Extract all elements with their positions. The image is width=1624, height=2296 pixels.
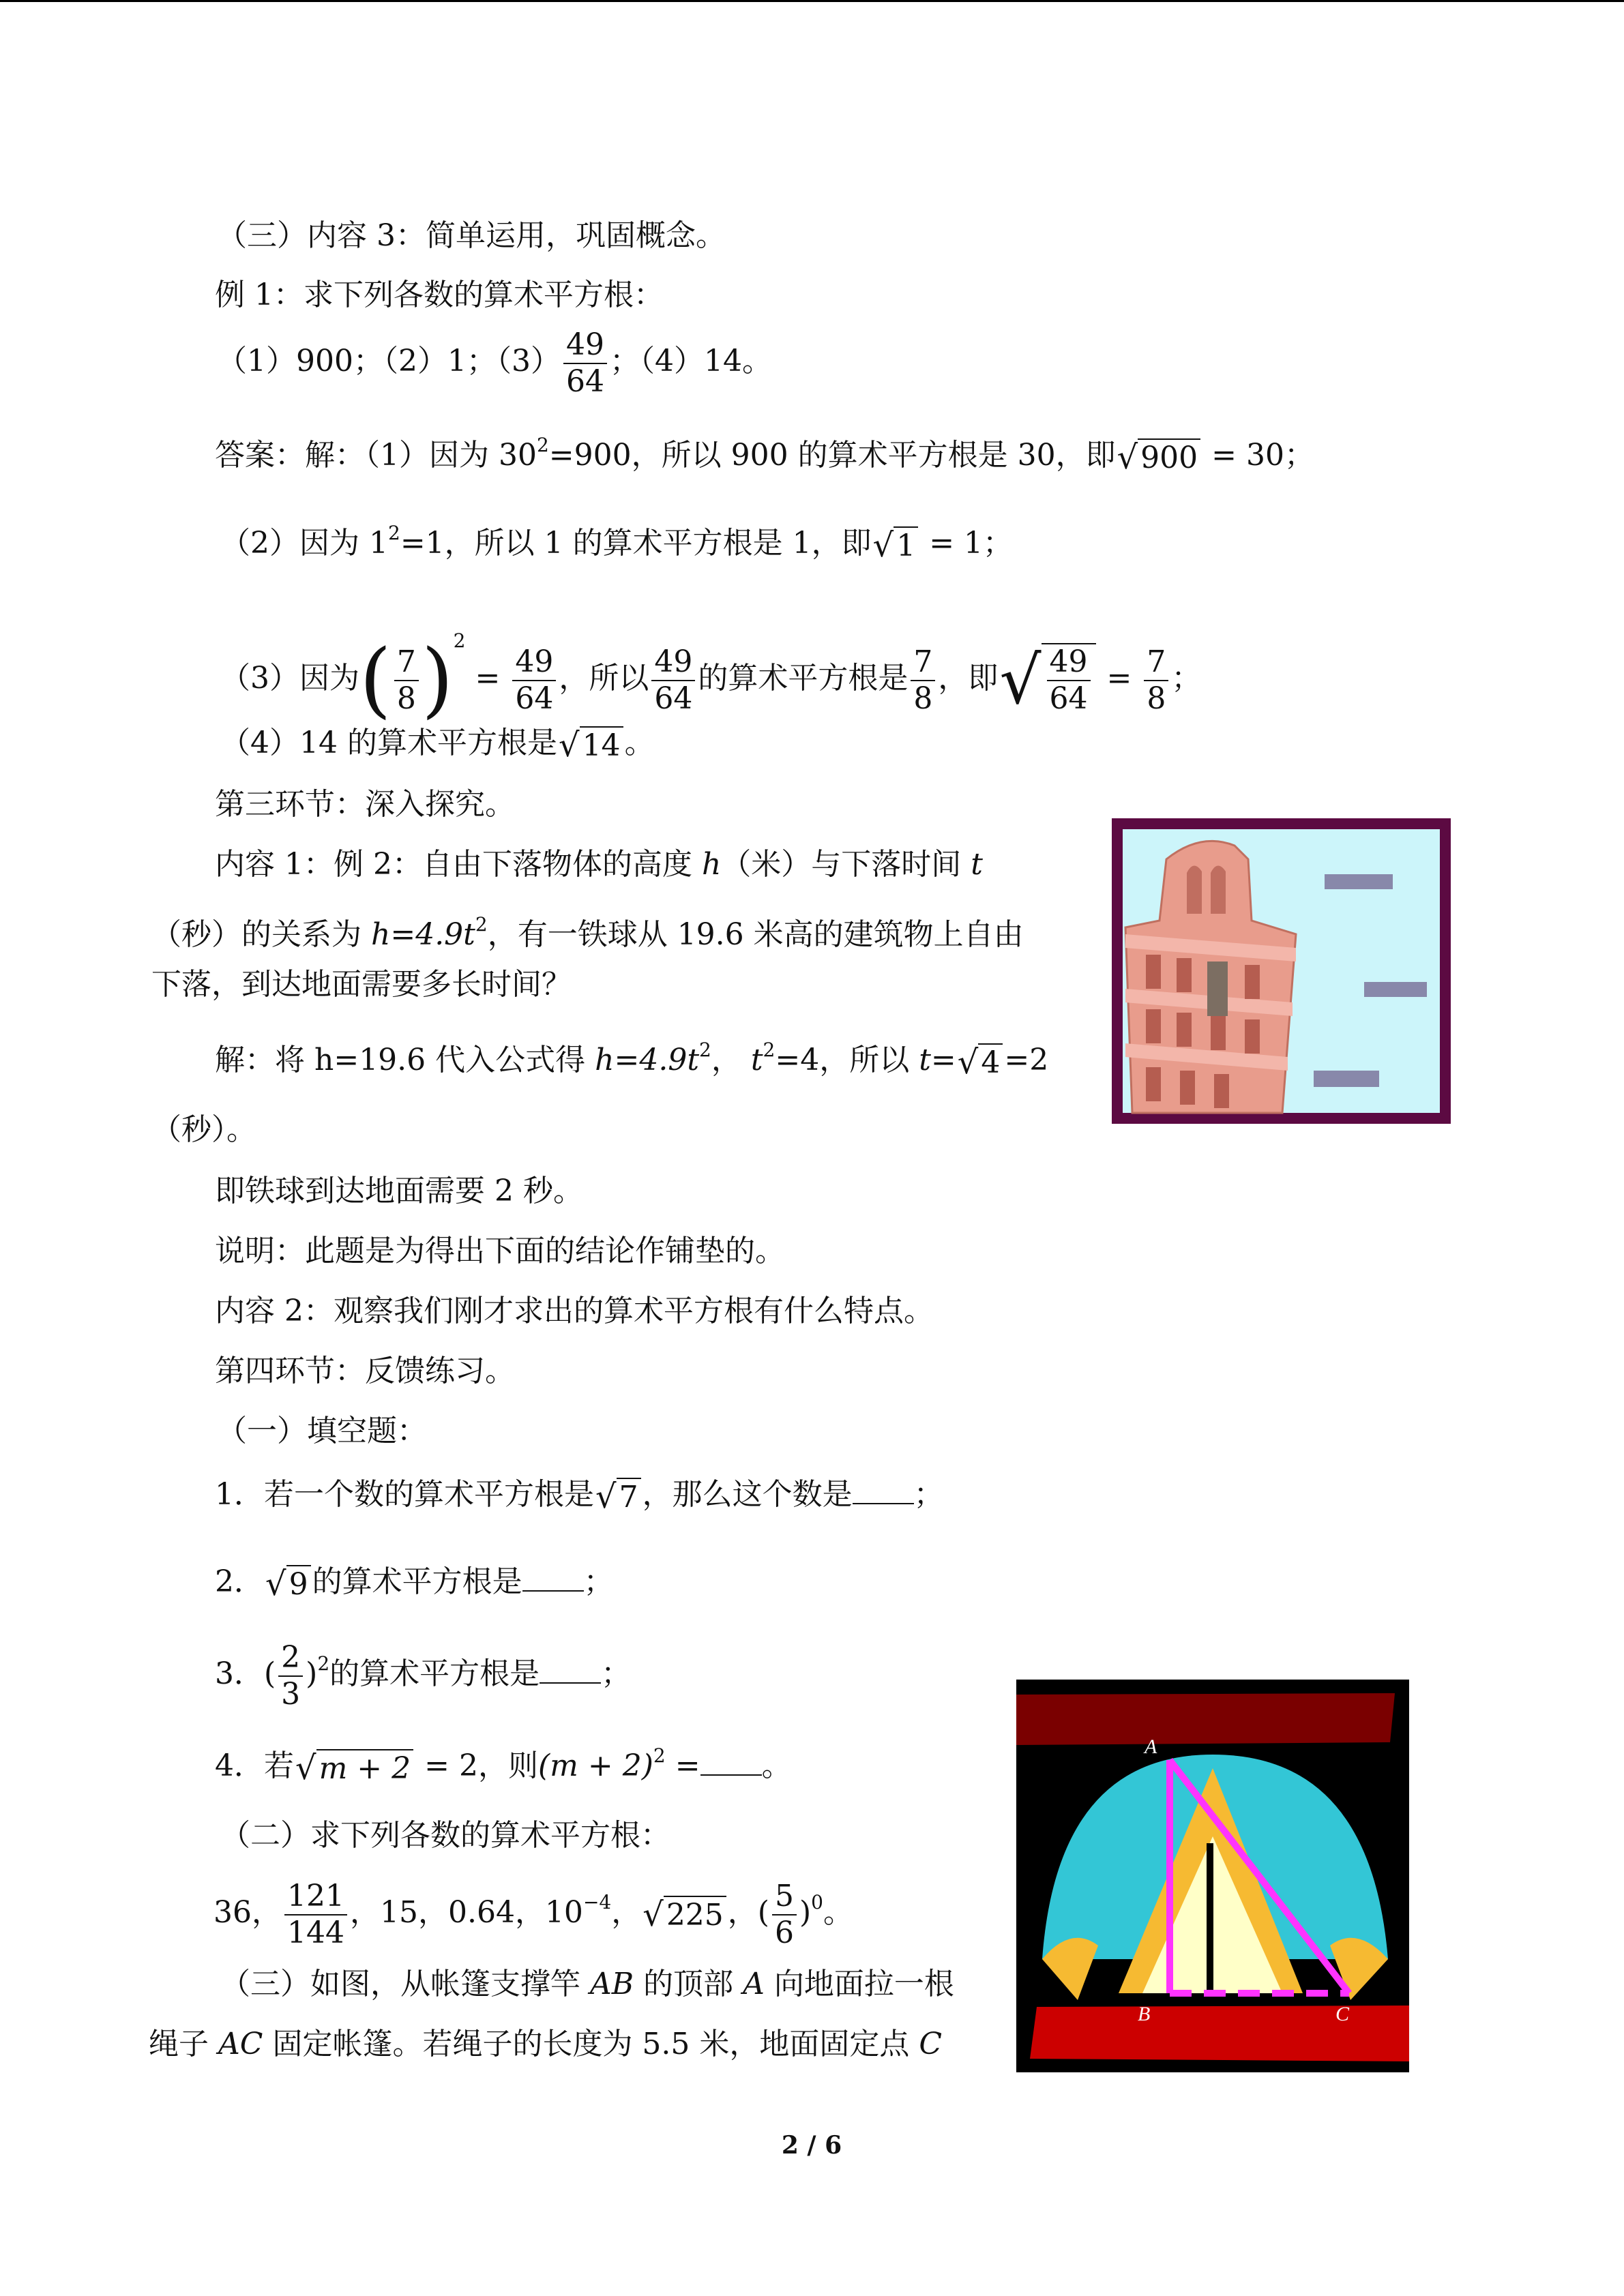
tent-illustration: [1016, 1680, 1409, 2072]
top-border: [0, 0, 1624, 2]
sqrt-4: √ 4: [958, 1043, 1003, 1082]
answer-blank: [540, 1659, 601, 1684]
part3-line2: 绳子 AC 固定帐篷。若绳子的长度为 5.5 米，地面固定点 C: [149, 2027, 943, 2061]
part2-title: （二）求下列各数的算术平方根：: [220, 1818, 670, 1853]
stage3-note: 说明：此题是为得出下面的结论作铺垫的。: [215, 1234, 785, 1268]
label-c: C: [1335, 2003, 1350, 2025]
question-3: 3．( $\frac{2}{3}$ )$^2$的算术平方根是 ；: [215, 1639, 632, 1712]
stage3-conclusion: 即铁球到达地面需要 2 秒。: [215, 1174, 583, 1208]
stage3-solution: 解：将 h=19.6 代入公式得 $h=4.9t^2$， $t^2=4$，所以 t= √ 4 =2: [215, 1039, 1049, 1082]
answer-blank: [853, 1480, 914, 1504]
part2-numbers: 36， $\frac{121}{144}$ ，15，0.64，$10^{-4}$， √ 225 ，( $\frac{5}{6}$ )$^0$。: [213, 1878, 853, 1950]
cloud-bar: [1325, 874, 1393, 889]
example1-prompt: 例 1：求下列各数的算术平方根：: [215, 278, 664, 312]
stage3-unit: （秒）。: [151, 1112, 256, 1147]
page-number: 2 / 6: [781, 2131, 842, 2160]
fraction-49-64: $\frac{49}{64}$: [563, 327, 607, 400]
answer-3: （3）因为( $\frac{7}{8}$ )$^2$ = $\frac{49}{64}$ ，所以 $\frac{49}{64}$ 的算术平方根是 $\frac{7}{8}$ ，即 √ $\frac{49}{64}$ = $\frac{7}{8}$ ；: [220, 629, 1202, 728]
part3-line1: （三）如图，从帐篷支撑竿 AB 的顶部 A 向地面拉一根: [220, 1967, 954, 2001]
sqrt-1: √ 1: [873, 526, 919, 565]
question-2: 2． √ 9 的算术平方根是 ；: [215, 1564, 614, 1603]
stage3-line2: （秒）的关系为 $h=4.9t^2$，有一铁球从 19.6 米高的建筑物上自由: [151, 913, 1024, 952]
fill-in-title: （一）填空题：: [217, 1414, 427, 1448]
sqrt-14: √ 14: [559, 726, 623, 764]
ground-band: [1030, 2006, 1409, 2061]
section-title: （三）内容 3：简单运用，巩固概念。: [217, 218, 726, 253]
cloud-bar: [1314, 1071, 1379, 1087]
stage3-line1: 内容 1：例 2：自由下落物体的高度 h（米）与下落时间 t: [215, 847, 983, 882]
top-band: [1016, 1693, 1395, 1745]
answer-blank: [700, 1751, 762, 1776]
sqrt-900: √ 900: [1117, 438, 1201, 477]
sqrt-49-64: √ $\frac{49}{64}$: [999, 643, 1095, 718]
stage3-title: 第三环节：深入探究。: [215, 787, 515, 822]
question-1: 1．若一个数的算术平方根是 √ 7 ，那么这个数是 ；: [215, 1477, 944, 1516]
label-b: B: [1138, 2003, 1151, 2025]
question-4: 4．若 √ m + 2 = 2，则$(m + 2)^2$ = 。: [215, 1744, 792, 1787]
answer-4: （4）14 的算术平方根是 √ 14 。: [220, 726, 655, 764]
example1-items: （1）900；（2）1；（3） $\frac{49}{64}$ ；（4）14。: [217, 327, 772, 399]
stage4-title: 第四环节：反馈练习。: [215, 1354, 515, 1388]
stage3-line3: 下落，到达地面需要多长时间？: [151, 967, 572, 1002]
cloud-bar: [1364, 982, 1427, 997]
leaning-tower-illustration: [1112, 818, 1451, 1124]
stage3-content2: 内容 2：观察我们刚才求出的算术平方根有什么特点。: [215, 1294, 934, 1328]
answer-1: 答案：解：（1）因为 $30^2=900$，所以 900 的算术平方根是 30，即 √ 900 = 30；: [215, 434, 1314, 477]
answer-2: （2）因为 $1^2=1$，所以 1 的算术平方根是 1，即 √ 1 = 1；: [220, 522, 1014, 565]
answer-blank: [522, 1567, 584, 1592]
label-a: A: [1145, 1735, 1157, 1758]
